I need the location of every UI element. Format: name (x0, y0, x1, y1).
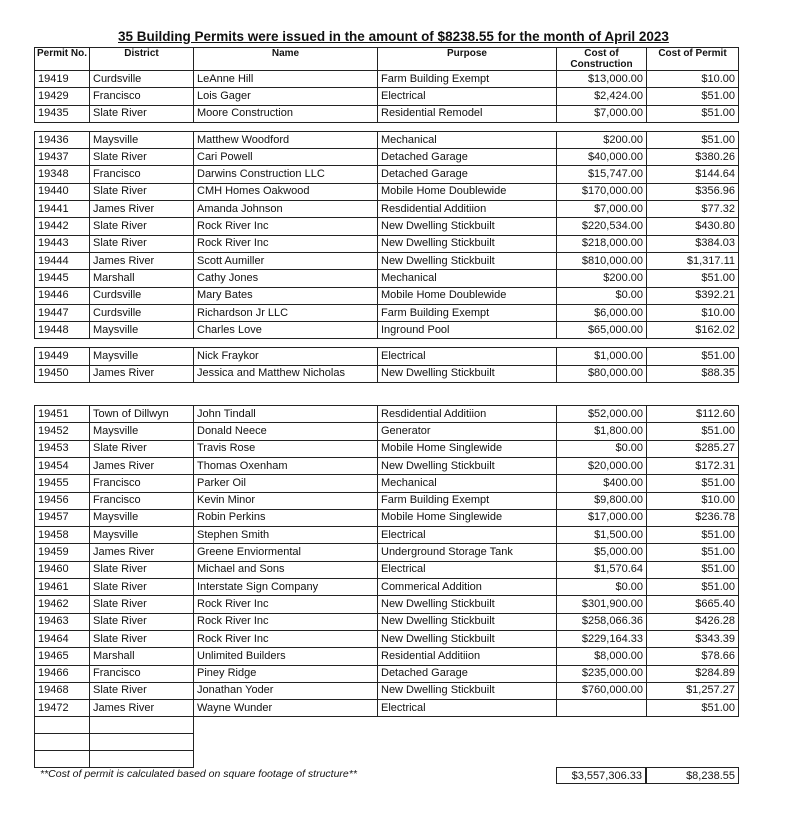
cell-district: Slate River (90, 561, 194, 578)
cell-name: Interstate Sign Company (194, 579, 378, 596)
cell-district: Maysville (90, 131, 194, 148)
table-row (35, 365, 739, 382)
cell-name: Thomas Oxenham (194, 457, 378, 474)
cell-cost-construction: $7,000.00 (557, 105, 647, 122)
cell-purpose: Residential Remodel (378, 105, 557, 122)
cell-permit-no: 19429 (35, 88, 90, 105)
cell-name: Charles Love (194, 322, 378, 339)
cell-cost-permit: $51.00 (647, 475, 739, 492)
empty-row (35, 734, 739, 751)
cell-district: Maysville (90, 423, 194, 440)
cell-cost-construction: $258,066.36 (557, 613, 647, 630)
cell-name: Darwins Construction LLC (194, 166, 378, 183)
cell-district: Francisco (90, 492, 194, 509)
cell-district: Marshall (90, 270, 194, 287)
cell-permit-no: 19444 (35, 252, 90, 269)
cell-cost-permit: $78.66 (647, 648, 739, 665)
cell-cost-construction: $13,000.00 (557, 71, 647, 88)
table-row (35, 322, 739, 339)
cell-cost-construction: $218,000.00 (557, 235, 647, 252)
cell-cost-permit: $384.03 (647, 235, 739, 252)
table-row (35, 149, 739, 166)
cell-district: Slate River (90, 440, 194, 457)
cell-name: Kevin Minor (194, 492, 378, 509)
cell-purpose: New Dwelling Stickbuilt (378, 630, 557, 647)
cell-name: Richardson Jr LLC (194, 304, 378, 321)
cell-permit-no: 19435 (35, 105, 90, 122)
cell-purpose: New Dwelling Stickbuilt (378, 365, 557, 382)
cell-name: Piney Ridge (194, 665, 378, 682)
cell-cost-permit: $284.89 (647, 665, 739, 682)
cell-district: James River (90, 201, 194, 218)
cell-permit-no: 19451 (35, 406, 90, 423)
header-name: Name (194, 48, 378, 71)
table-row (35, 235, 739, 252)
cell-cost-construction: $220,534.00 (557, 218, 647, 235)
row-spacer (35, 122, 739, 131)
cell-cost-permit: $236.78 (647, 509, 739, 526)
cell-permit-no: 19442 (35, 218, 90, 235)
cell-district: Maysville (90, 527, 194, 544)
cell-district: Slate River (90, 579, 194, 596)
cell-purpose: New Dwelling Stickbuilt (378, 682, 557, 699)
cell-purpose: New Dwelling Stickbuilt (378, 252, 557, 269)
cell-permit-no: 19450 (35, 365, 90, 382)
cell-cost-permit: $51.00 (647, 527, 739, 544)
cell-purpose: Inground Pool (378, 322, 557, 339)
cell-district: James River (90, 700, 194, 717)
cell-cost-construction: $5,000.00 (557, 544, 647, 561)
cell-permit-no: 19441 (35, 201, 90, 218)
footnote: **Cost of permit is calculated based on square footage of structure** (40, 768, 357, 780)
cell-cost-construction: $0.00 (557, 440, 647, 457)
cell-cost-permit: $88.35 (647, 365, 739, 382)
cell-name: Parker Oil (194, 475, 378, 492)
cell-cost-permit: $430.80 (647, 218, 739, 235)
cell-name: Greene Enviormental (194, 544, 378, 561)
cell-cost-construction: $40,000.00 (557, 149, 647, 166)
cell-district: Curdsville (90, 287, 194, 304)
cell-cost-permit: $51.00 (647, 88, 739, 105)
cell-name: Robin Perkins (194, 509, 378, 526)
cell-cost-construction: $760,000.00 (557, 682, 647, 699)
cell-permit-no: 19464 (35, 630, 90, 647)
cell-permit-no: 19458 (35, 527, 90, 544)
cell-permit-no: 19462 (35, 596, 90, 613)
table-row (35, 630, 739, 647)
cell-district: James River (90, 457, 194, 474)
cell-permit-no: 19455 (35, 475, 90, 492)
header-cost-permit: Cost of Permit (647, 48, 739, 71)
cell-cost-permit: $77.32 (647, 201, 739, 218)
cell-permit-no: 19449 (35, 348, 90, 365)
cell-name: Nick Fraykor (194, 348, 378, 365)
cell-district: Town of Dillwyn (90, 406, 194, 423)
cell-purpose: Mobile Home Singlewide (378, 440, 557, 457)
cell-cost-permit: $51.00 (647, 700, 739, 717)
cell-name: Jonathan Yoder (194, 682, 378, 699)
cell-cost-construction: $1,800.00 (557, 423, 647, 440)
table-row (35, 252, 739, 269)
page-title: 35 Building Permits were issued in the amount of $8238.55 for the month of April 2023 (118, 29, 669, 44)
cell-cost-permit: $343.39 (647, 630, 739, 647)
cell-cost-permit: $51.00 (647, 423, 739, 440)
cell-cost-construction: $301,900.00 (557, 596, 647, 613)
cell-cost-construction: $1,500.00 (557, 527, 647, 544)
table-row (35, 596, 739, 613)
cell-cost-permit: $665.40 (647, 596, 739, 613)
cell-purpose: Generator (378, 423, 557, 440)
cell-cost-construction: $400.00 (557, 475, 647, 492)
cell-cost-construction: $15,747.00 (557, 166, 647, 183)
cell-name: Unlimited Builders (194, 648, 378, 665)
cell-district: Curdsville (90, 71, 194, 88)
cell-purpose: Detached Garage (378, 665, 557, 682)
cell-name: Rock River Inc (194, 235, 378, 252)
cell-district: Slate River (90, 105, 194, 122)
cell-name: LeAnne Hill (194, 71, 378, 88)
cell-purpose: New Dwelling Stickbuilt (378, 457, 557, 474)
cell-purpose: Farm Building Exempt (378, 71, 557, 88)
cell-district: Slate River (90, 149, 194, 166)
cell-district: Slate River (90, 596, 194, 613)
cell-cost-permit: $51.00 (647, 270, 739, 287)
cell-permit-no: 19452 (35, 423, 90, 440)
cell-permit-no: 19459 (35, 544, 90, 561)
table-row (35, 527, 739, 544)
table-row (35, 700, 739, 717)
cell-permit-no: 19468 (35, 682, 90, 699)
table-row (35, 166, 739, 183)
cell-cost-permit: $1,257.27 (647, 682, 739, 699)
cell-cost-construction: $0.00 (557, 579, 647, 596)
cell-permit-no: 19419 (35, 71, 90, 88)
cell-name: Rock River Inc (194, 596, 378, 613)
header-row (35, 48, 739, 71)
cell-district: James River (90, 544, 194, 561)
cell-district: Slate River (90, 630, 194, 647)
cell-name: Cathy Jones (194, 270, 378, 287)
empty-row (35, 717, 739, 734)
table-row (35, 105, 739, 122)
cell-permit-no: 19447 (35, 304, 90, 321)
table-row (35, 201, 739, 218)
cell-name: Amanda Johnson (194, 201, 378, 218)
cell-cost-permit: $51.00 (647, 561, 739, 578)
cell-name: Mary Bates (194, 287, 378, 304)
cell-name: Rock River Inc (194, 613, 378, 630)
cell-cost-permit: $356.96 (647, 183, 739, 200)
cell-district: Marshall (90, 648, 194, 665)
cell-permit-no: 19454 (35, 457, 90, 474)
cell-purpose: Detached Garage (378, 166, 557, 183)
row-spacer (35, 383, 739, 406)
cell-cost-construction: $200.00 (557, 131, 647, 148)
cell-permit-no: 19463 (35, 613, 90, 630)
cell-cost-permit: $51.00 (647, 105, 739, 122)
cell-cost-construction (557, 700, 647, 717)
cell-district: Slate River (90, 613, 194, 630)
cell-district: Maysville (90, 348, 194, 365)
cell-name: Lois Gager (194, 88, 378, 105)
cell-district: Francisco (90, 475, 194, 492)
permit-rows (35, 71, 739, 768)
table-row (35, 475, 739, 492)
cell-permit-no: 19448 (35, 322, 90, 339)
cell-permit-no: 19466 (35, 665, 90, 682)
cell-purpose: Commerical Addition (378, 579, 557, 596)
cell-name: Scott Aumiller (194, 252, 378, 269)
cell-purpose: Farm Building Exempt (378, 492, 557, 509)
table-row (35, 665, 739, 682)
table-row (35, 648, 739, 665)
cell-cost-permit: $172.31 (647, 457, 739, 474)
cell-cost-construction: $7,000.00 (557, 201, 647, 218)
cell-district: James River (90, 365, 194, 382)
cell-permit-no: 19461 (35, 579, 90, 596)
cell-cost-permit: $10.00 (647, 492, 739, 509)
cell-name: John Tindall (194, 406, 378, 423)
cell-cost-construction: $200.00 (557, 270, 647, 287)
cell-name: Moore Construction (194, 105, 378, 122)
table-row (35, 71, 739, 88)
table-row (35, 440, 739, 457)
empty-row (35, 751, 739, 768)
table-row (35, 423, 739, 440)
cell-permit-no: 19443 (35, 235, 90, 252)
cell-permit-no: 19348 (35, 166, 90, 183)
cell-purpose: Mobile Home Singlewide (378, 509, 557, 526)
cell-permit-no: 19437 (35, 149, 90, 166)
cell-name: Rock River Inc (194, 630, 378, 647)
cell-cost-construction: $8,000.00 (557, 648, 647, 665)
header-cost-construction: Cost of Construction (557, 48, 647, 71)
cell-purpose: Farm Building Exempt (378, 304, 557, 321)
permits-table (34, 47, 739, 768)
cell-district: Slate River (90, 682, 194, 699)
cell-cost-construction: $52,000.00 (557, 406, 647, 423)
cell-cost-permit: $10.00 (647, 304, 739, 321)
cell-name: Stephen Smith (194, 527, 378, 544)
cell-cost-construction: $170,000.00 (557, 183, 647, 200)
cell-purpose: Resdidential Additiion (378, 406, 557, 423)
table-row (35, 270, 739, 287)
cell-district: Francisco (90, 166, 194, 183)
cell-permit-no: 19456 (35, 492, 90, 509)
header-purpose: Purpose (378, 48, 557, 71)
cell-purpose: Electrical (378, 561, 557, 578)
cell-purpose: New Dwelling Stickbuilt (378, 613, 557, 630)
cell-district: Curdsville (90, 304, 194, 321)
cell-name: Cari Powell (194, 149, 378, 166)
cell-permit-no: 19446 (35, 287, 90, 304)
cell-district: Slate River (90, 183, 194, 200)
table-row (35, 304, 739, 321)
table-row (35, 509, 739, 526)
cell-purpose: Mechanical (378, 270, 557, 287)
cell-district: Maysville (90, 322, 194, 339)
table-row (35, 492, 739, 509)
cell-district: Francisco (90, 88, 194, 105)
table-row (35, 287, 739, 304)
total-permit-cost: $8,238.55 (646, 767, 739, 784)
cell-name: Matthew Woodford (194, 131, 378, 148)
cell-cost-construction: $20,000.00 (557, 457, 647, 474)
cell-purpose: Mechanical (378, 475, 557, 492)
cell-purpose: Underground Storage Tank (378, 544, 557, 561)
cell-cost-permit: $426.28 (647, 613, 739, 630)
cell-permit-no: 19436 (35, 131, 90, 148)
cell-cost-permit: $112.60 (647, 406, 739, 423)
cell-district: Slate River (90, 218, 194, 235)
cell-permit-no: 19453 (35, 440, 90, 457)
cell-name: Wayne Wunder (194, 700, 378, 717)
cell-permit-no: 19460 (35, 561, 90, 578)
cell-cost-permit: $10.00 (647, 71, 739, 88)
cell-purpose: Electrical (378, 527, 557, 544)
cell-purpose: New Dwelling Stickbuilt (378, 596, 557, 613)
cell-district: Maysville (90, 509, 194, 526)
cell-name: Travis Rose (194, 440, 378, 457)
cell-cost-construction: $810,000.00 (557, 252, 647, 269)
header-permit-no: Permit No. (35, 48, 90, 71)
cell-purpose: Residential Additiion (378, 648, 557, 665)
cell-name: Donald Neece (194, 423, 378, 440)
cell-cost-permit: $51.00 (647, 131, 739, 148)
table-row (35, 613, 739, 630)
cell-purpose: New Dwelling Stickbuilt (378, 218, 557, 235)
cell-cost-permit: $51.00 (647, 544, 739, 561)
table-row (35, 88, 739, 105)
cell-cost-permit: $392.21 (647, 287, 739, 304)
row-spacer (35, 339, 739, 348)
table-row (35, 183, 739, 200)
cell-district: Slate River (90, 235, 194, 252)
cell-cost-construction: $9,800.00 (557, 492, 647, 509)
cell-cost-permit: $285.27 (647, 440, 739, 457)
cell-name: Jessica and Matthew Nicholas (194, 365, 378, 382)
cell-cost-construction: $6,000.00 (557, 304, 647, 321)
cell-purpose: Electrical (378, 348, 557, 365)
cell-cost-permit: $162.02 (647, 322, 739, 339)
total-construction-cost: $3,557,306.33 (556, 767, 646, 784)
cell-cost-construction: $65,000.00 (557, 322, 647, 339)
table-row (35, 682, 739, 699)
cell-purpose: Electrical (378, 88, 557, 105)
cell-permit-no: 19445 (35, 270, 90, 287)
table-row (35, 544, 739, 561)
cell-purpose: Resdidential Additiion (378, 201, 557, 218)
cell-cost-permit: $1,317.11 (647, 252, 739, 269)
cell-name: CMH Homes Oakwood (194, 183, 378, 200)
cell-cost-permit: $380.26 (647, 149, 739, 166)
cell-name: Rock River Inc (194, 218, 378, 235)
table-row (35, 131, 739, 148)
cell-purpose: New Dwelling Stickbuilt (378, 235, 557, 252)
cell-purpose: Electrical (378, 700, 557, 717)
cell-cost-construction: $235,000.00 (557, 665, 647, 682)
cell-purpose: Mechanical (378, 131, 557, 148)
cell-cost-construction: $0.00 (557, 287, 647, 304)
cell-cost-construction: $17,000.00 (557, 509, 647, 526)
cell-cost-permit: $144.64 (647, 166, 739, 183)
table-row (35, 561, 739, 578)
table-row (35, 348, 739, 365)
cell-cost-construction: $1,000.00 (557, 348, 647, 365)
cell-permit-no: 19472 (35, 700, 90, 717)
table-row (35, 218, 739, 235)
table-row (35, 457, 739, 474)
cell-purpose: Mobile Home Doublewide (378, 183, 557, 200)
cell-cost-construction: $1,570.64 (557, 561, 647, 578)
cell-district: Francisco (90, 665, 194, 682)
cell-cost-construction: $80,000.00 (557, 365, 647, 382)
cell-cost-construction: $2,424.00 (557, 88, 647, 105)
cell-permit-no: 19457 (35, 509, 90, 526)
cell-district: James River (90, 252, 194, 269)
cell-permit-no: 19465 (35, 648, 90, 665)
table-row (35, 579, 739, 596)
cell-name: Michael and Sons (194, 561, 378, 578)
table-row (35, 406, 739, 423)
cell-purpose: Detached Garage (378, 149, 557, 166)
cell-cost-permit: $51.00 (647, 579, 739, 596)
cell-cost-permit: $51.00 (647, 348, 739, 365)
header-district: District (90, 48, 194, 71)
cell-purpose: Mobile Home Doublewide (378, 287, 557, 304)
cell-cost-construction: $229,164.33 (557, 630, 647, 647)
cell-permit-no: 19440 (35, 183, 90, 200)
